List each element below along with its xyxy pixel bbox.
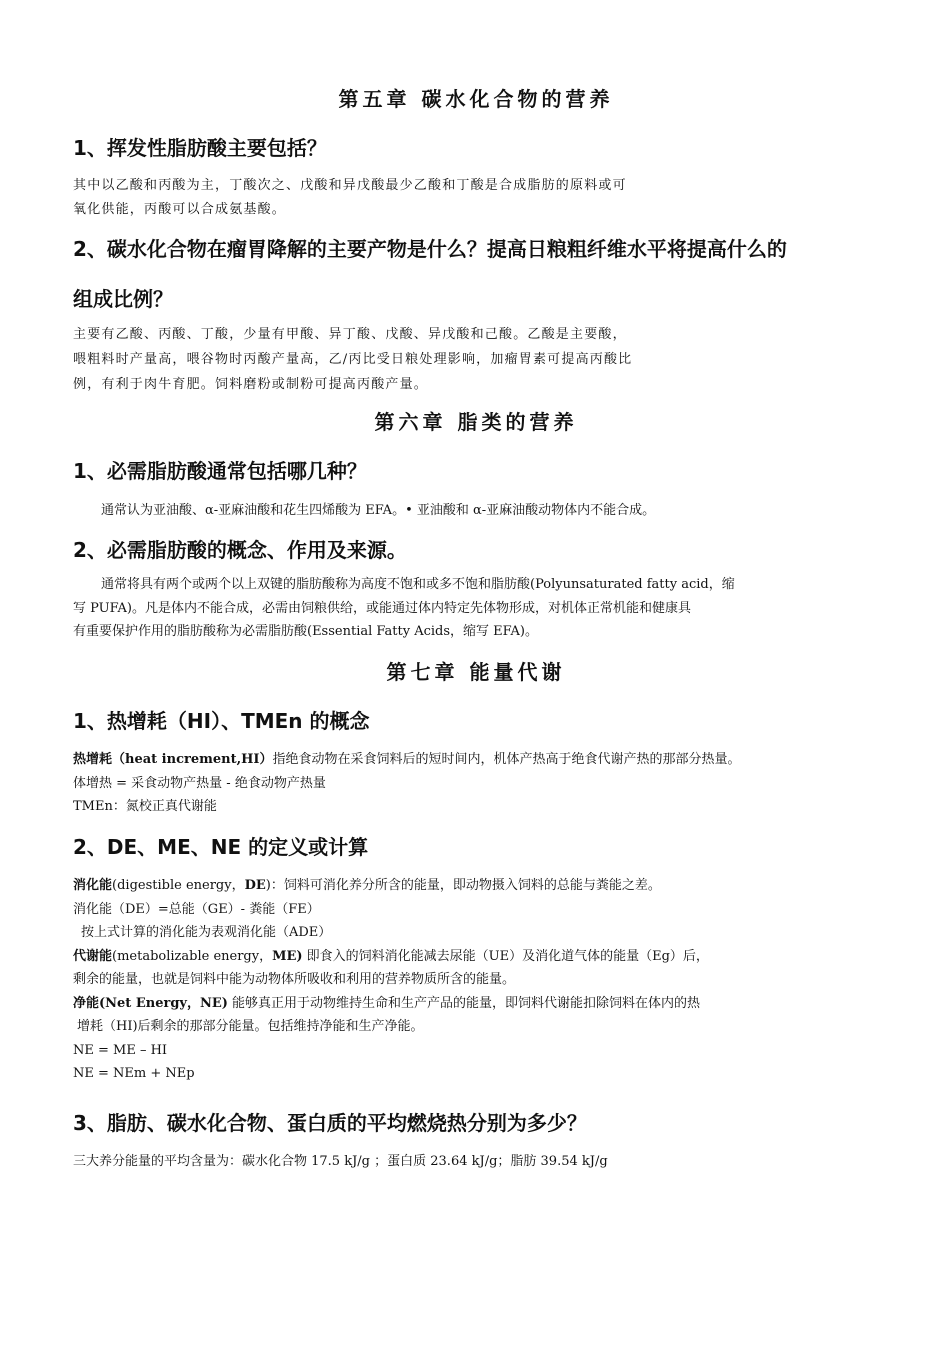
answer-line: 通常将具有两个或两个以上双键的脂肪酸称为高度不饱和或多不饱和脂肪酸(Polyunsaturated fatty acid，缩 — [101, 577, 735, 592]
de-abbr: DE — [244, 878, 266, 893]
formula-line: NE = ME – HI — [73, 1042, 168, 1058]
me-abbr: ME) — [272, 948, 303, 964]
hi-definition: 指绝食动物在采食饲料后的短时间内，机体产热高于绝食代谢产热的那部分热量。 — [272, 752, 741, 767]
ch7-question-3-answer — [73, 1150, 883, 1174]
chapter-6-title: 第六章 脂类的营养 — [374, 410, 578, 434]
answer-line — [73, 992, 883, 1016]
answer-line: 三大养分能量的平均含量为：碳水化合物 17.5 kJ/g ；蛋白质 23.64 kJ/g；脂肪 39.54 kJ/g — [73, 1154, 608, 1169]
answer-line: 其中以乙酸和丙酸为主，丁酸次之、戊酸和异戊酸最少乙酸和丁酸是合成脂肪的原料或可 — [73, 178, 627, 193]
ch5-question-1-title: 1、挥发性脂肪酸主要包括？ — [73, 136, 327, 160]
answer-line: 喂粗料时产量高，喂谷物时丙酸产量高，乙/丙比受日粮处理影响，加瘤胃素可提高丙酸比 — [73, 352, 633, 367]
ch5-question-1-answer — [73, 174, 883, 221]
ch7-question-1-answer — [73, 748, 883, 819]
chapter-5-title: 第五章 碳水化合物的营养 — [338, 87, 614, 111]
formula-line: NE = NEm + NEp — [73, 1066, 195, 1081]
ch7-question-3-title: 3、脂肪、碳水化合物、蛋白质的平均燃烧热分别为多少？ — [73, 1111, 587, 1135]
answer-line: 增耗（HI)后剩余的那部分能量。包括维持净能和生产净能。 — [77, 1019, 424, 1034]
answer-line — [73, 748, 883, 772]
ch7-question-2-title: 2、DE、ME、NE 的定义或计算 — [73, 835, 369, 859]
answer-line: 氧化供能，丙酸可以合成氨基酸。 — [73, 201, 287, 217]
answer-line: TMEn：氮校正真代谢能 — [73, 799, 217, 814]
ne-term: 净能(Net Energy，NE) — [73, 995, 228, 1011]
ch6-question-1-answer — [73, 499, 883, 523]
ch6-question-2-answer — [73, 573, 883, 644]
hi-term: 热增耗（heat increment,HI） — [73, 752, 273, 767]
ch7-question-2-answer — [73, 874, 883, 1086]
ch7-question-1-title: 1、热增耗（HI）、TMEn 的概念 — [73, 709, 370, 733]
answer-line: 有重要保护作用的脂肪酸称为必需脂肪酸(Essential Fatty Acids，缩写 EFA)。 — [73, 624, 538, 639]
me-term: 代谢能 — [73, 948, 113, 964]
answer-line: 按上式计算的消化能为表观消化能（ADE） — [81, 925, 332, 940]
de-term: 消化能 — [73, 878, 113, 893]
ch5-question-2-answer — [73, 322, 883, 397]
me-definition: 即食入的饲料消化能减去尿能（UE）及消化道气体的能量（Eg）后， — [302, 948, 709, 964]
answer-line: 体增热 = 采食动物产热量 - 绝食动物产热量 — [73, 775, 326, 791]
chapter-7-title: 第七章 能量代谢 — [386, 660, 566, 684]
answer-line: 写 PUFA)。凡是体内不能合成，必需由饲粮供给，或能通过体内特定先体物形成，对机体正常机能和健康具 — [73, 600, 691, 616]
de-paren: (digestible energy， — [112, 878, 245, 893]
ch5-question-2-title-line1: 2、碳水化合物在瘤胃降解的主要产物是什么？提高日粮粗纤维水平将提高什么的 — [73, 237, 787, 261]
answer-line — [73, 874, 883, 898]
ch6-question-2-title: 2、必需脂肪酸的概念、作用及来源。 — [73, 538, 407, 562]
de-definition: )：饲料可消化养分所含的能量，即动物摄入饲料的总能与粪能之差。 — [265, 878, 661, 893]
ch5-question-2-title-line2: 组成比例？ — [73, 287, 173, 311]
ch6-question-1-title: 1、必需脂肪酸通常包括哪几种？ — [73, 459, 367, 483]
answer-line: 例，有利于肉牛育肥。饲料磨粉或制粉可提高丙酸产量。 — [73, 377, 429, 392]
answer-line: 主要有乙酸、丙酸、丁酸，少量有甲酸、异丁酸、戊酸、异戊酸和己酸。乙酸是主要酸， — [73, 327, 627, 342]
me-paren: (metabolizable energy， — [112, 948, 273, 964]
answer-line — [73, 945, 883, 969]
answer-line: 剩余的能量，也就是饲料中能为动物体所吸收和利用的营养物质所含的能量。 — [73, 972, 516, 987]
answer-line: 通常认为亚油酸、α-亚麻油酸和花生四烯酸为 EFA。• 亚油酸和 α-亚麻油酸动物体内不能合成。 — [101, 503, 656, 518]
ne-definition: 能够真正用于动物维持生命和生产产品的能量，即饲料代谢能扣除饲料在体内的热 — [227, 995, 701, 1011]
answer-line: 消化能（DE）=总能（GE）- 粪能（FE） — [73, 901, 320, 917]
